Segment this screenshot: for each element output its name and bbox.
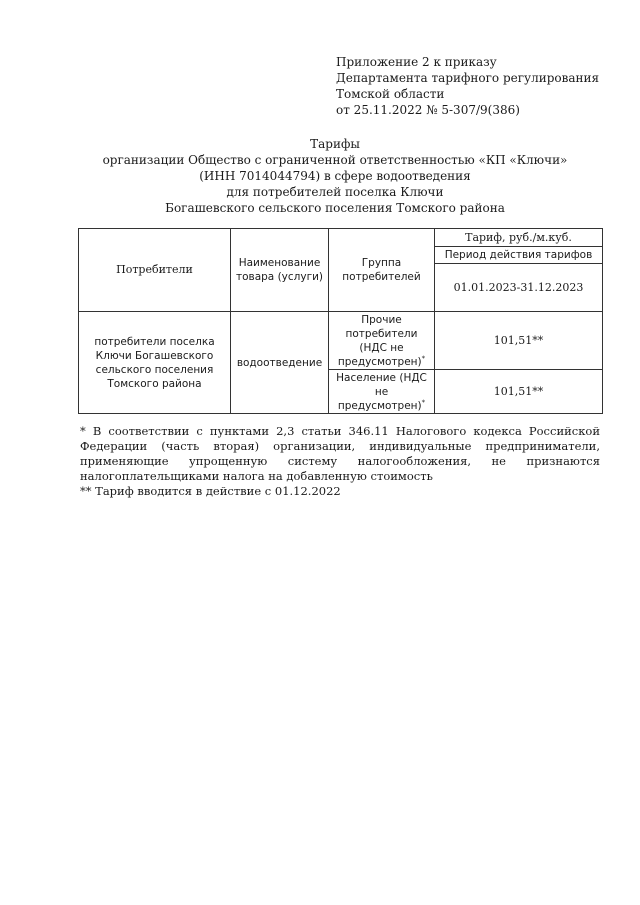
table-header-row	[79, 229, 603, 247]
title-line: организации Общество с ограниченной ответственностью «КП «Ключи»	[102, 153, 568, 167]
footnote-2: ** Тариф вводится в действие с 01.12.2022	[80, 484, 341, 498]
title-line: (ИНН 7014044794) в сфере водоотведения	[199, 169, 471, 183]
appendix-line: Приложение 2 к приказу	[336, 55, 497, 69]
footnotes	[80, 424, 600, 499]
group-cell	[329, 370, 435, 414]
group-text: Прочие потребители (НДС не предусмотрен)	[337, 313, 422, 368]
appendix-line: от 25.11.2022 № 5-307/9(386)	[336, 103, 520, 117]
title-line: Тарифы	[310, 137, 360, 151]
header-service: Наименование товара (услуги)	[231, 229, 329, 312]
footnote-mark: *	[421, 354, 426, 362]
appendix-line: Томской области	[336, 87, 445, 101]
document-title	[40, 136, 630, 216]
header-period-range: 01.01.2023-31.12.2023	[435, 264, 603, 312]
tariff-value-cell: 101,51**	[435, 370, 603, 414]
tariff-table	[78, 228, 603, 414]
group-text: Население (НДС не предусмотрен)	[336, 371, 427, 412]
title-line: Богашевского сельского поселения Томского района	[165, 201, 505, 215]
table-row	[79, 312, 603, 370]
footnote-1: * В соответствии с пунктами 2,3 статьи 346.11 Налогового кодекса Российской Федерации (часть вторая) организации, индивидуальные предприниматели, применяющие упрощенную систему налогообложения, не признаются налогоплательщиками налога на добавленную стоимость	[80, 424, 600, 483]
consumer-cell: потребители поселка Ключи Богашевского сельского поселения Томского района	[79, 312, 231, 414]
service-cell: водоотведение	[231, 312, 329, 414]
header-period: Период действия тарифов	[435, 247, 603, 264]
title-line: для потребителей поселка Ключи	[226, 185, 444, 199]
appendix-line: Департамента тарифного регулирования	[336, 71, 600, 85]
appendix-block	[336, 54, 599, 118]
group-cell	[329, 312, 435, 370]
footnote-mark: *	[421, 398, 426, 406]
tariff-value-cell: 101,51**	[435, 312, 603, 370]
header-consumers: Потребители	[79, 229, 231, 312]
header-group: Группа потребителей	[329, 229, 435, 312]
header-tariff: Тариф, руб./м.куб.	[435, 229, 603, 247]
